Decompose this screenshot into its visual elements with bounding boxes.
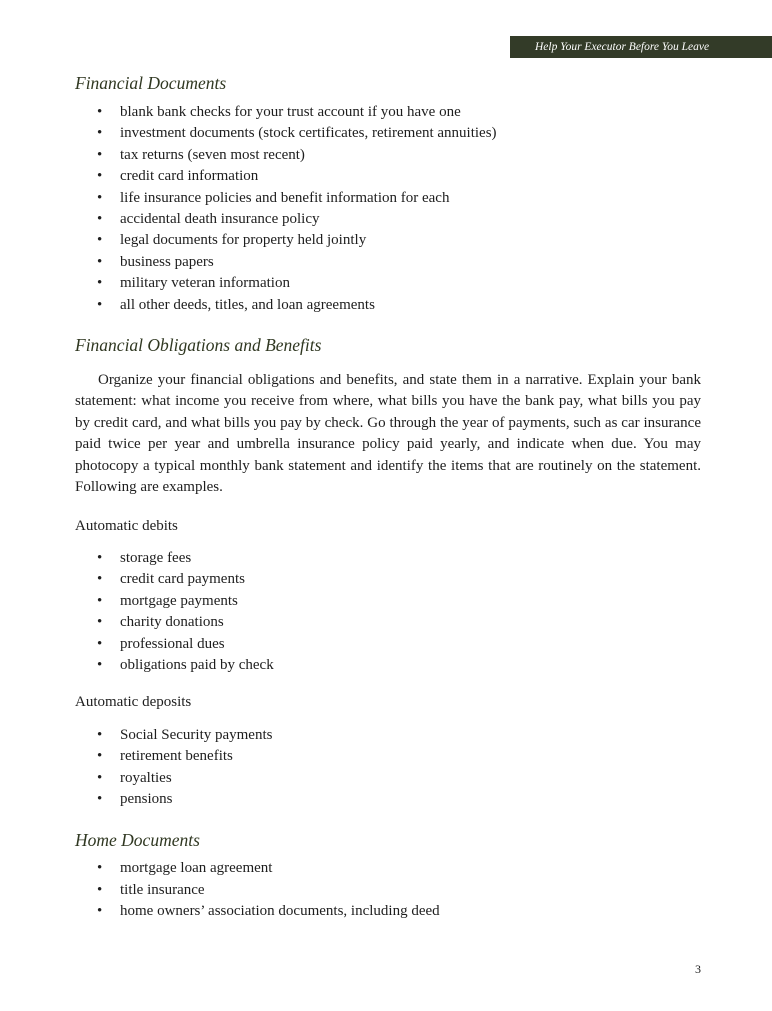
list-item: • legal documents for property held jointly — [75, 230, 701, 251]
section-heading-home-documents: Home Documents — [75, 830, 200, 851]
automatic-debits-label: Automatic debits — [75, 517, 178, 534]
list-item: • royalties — [75, 768, 701, 789]
list-item: • business papers — [75, 252, 701, 273]
list-item: • mortgage payments — [75, 591, 701, 612]
automatic-debits-list — [75, 548, 701, 676]
list-item: • all other deeds, titles, and loan agreements — [75, 295, 701, 316]
page-content — [75, 68, 701, 923]
list-item: • pensions — [75, 789, 701, 810]
list-item: • accidental death insurance policy — [75, 209, 701, 230]
list-item: • storage fees — [75, 548, 701, 569]
list-item: • credit card information — [75, 166, 701, 187]
financial-documents-list — [75, 102, 701, 316]
section-heading-financial-documents: Financial Documents — [75, 73, 227, 93]
list-item: • military veteran information — [75, 273, 701, 294]
list-item: • home owners’ association documents, including deed — [75, 901, 701, 922]
list-item: • Social Security payments — [75, 725, 701, 746]
running-header: Help Your Executor Before You Leave — [510, 36, 772, 58]
list-item: • life insurance policies and benefit information for each — [75, 188, 701, 209]
automatic-deposits-list — [75, 725, 701, 811]
page-number: 3 — [695, 962, 701, 976]
automatic-deposits-label: Automatic deposits — [75, 694, 192, 711]
list-item: • blank bank checks for your trust account if you have one — [75, 102, 701, 123]
list-item: • mortgage loan agreement — [75, 858, 701, 879]
home-documents-list — [75, 858, 701, 922]
list-item: • retirement benefits — [75, 746, 701, 767]
list-item: • title insurance — [75, 880, 701, 901]
list-item: • professional dues — [75, 634, 701, 655]
section-heading-financial-obligations: Financial Obligations and Benefits — [75, 335, 322, 356]
list-item: • credit card payments — [75, 569, 701, 590]
list-item: • tax returns (seven most recent) — [75, 145, 701, 166]
list-item: • charity donations — [75, 612, 701, 633]
list-item: • investment documents (stock certificates, retirement annuities) — [75, 123, 701, 144]
list-item: • obligations paid by check — [75, 655, 701, 676]
financial-obligations-paragraph: Organize your financial obligations and benefits, and state them in a narrative. Explain your bank statement: what income you receive from where, what bills you have the bank pay, what bills you pay by credit card, and what bills you pay by check. Go through the year of payments, such as car insurance paid twice per year and umbrella insurance policy paid yearly, and indicate when due. You may photocopy a typical monthly bank statement and identify the items that are routinely on the statement. Following are examples. — [75, 372, 701, 496]
